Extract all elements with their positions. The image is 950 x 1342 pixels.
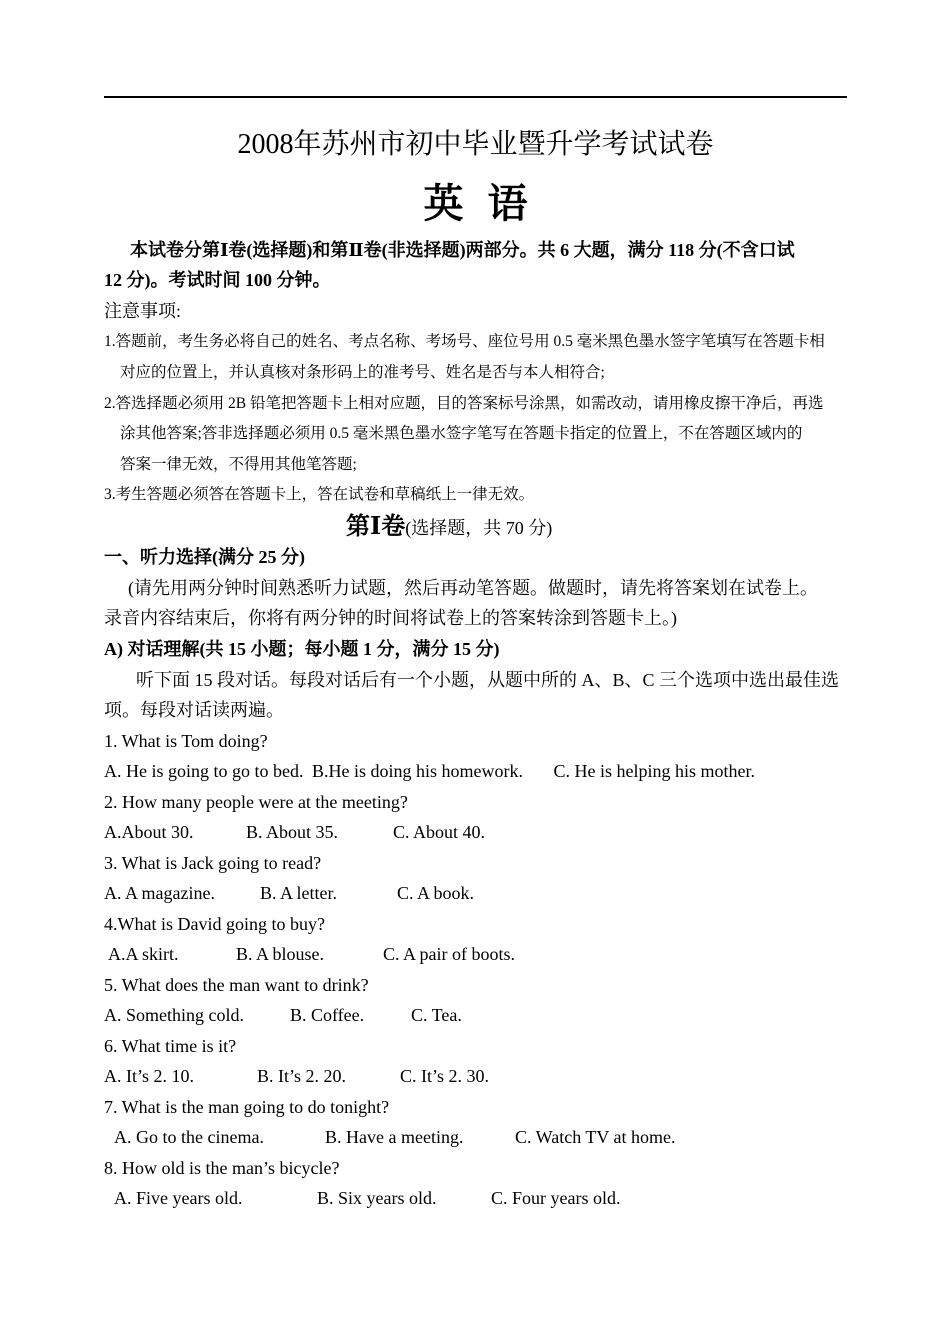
section1-instr-2: 录音内容结束后，你将有两分钟的时间将试卷上的答案转涂到答题卡上。) [104,608,677,628]
option-b: B. It’s 2. 20. [257,1066,347,1086]
section1-instr-1: (请先用两分钟时间熟悉听力试题，然后再动笔答题。做题时，请先将答案划在试卷上。 [128,578,818,598]
option-c: C. Watch TV at home. [515,1127,676,1147]
question-7: 7. What is the man going to do tonight? [104,1097,390,1117]
option-a: A. A magazine. [104,883,215,903]
question-8: 8. How old is the man’s bicycle? [104,1158,340,1178]
notes-heading: 注意事项: [104,301,182,321]
question-4: 4.What is David going to buy? [104,914,325,934]
option-c: C. Tea. [411,1005,462,1025]
part1-sub: (选择题，共 70 分) [405,518,553,538]
option-a: A. Go to the cinema. [114,1127,264,1147]
option-a: A. He is going to go to bed. [104,761,304,781]
subject-title: 英语 [423,181,552,226]
note-2a: 2.答选择题必须用 2B 铅笔把答题卡上相对应题，目的答案标号涂黑，如需改动，请用橡皮擦干净后，再选 [104,395,824,412]
option-b: B. About 35. [246,822,339,842]
options-2 [104,820,485,844]
option-c: C. He is helping his mother. [553,761,755,781]
option-a: A. Something cold. [104,1005,244,1025]
note-3: 3.考生答题必须答在答题卡上，答在试卷和草稿纸上一律无效。 [104,486,535,503]
question-2: 2. How many people were at the meeting? [104,792,408,812]
intro-line-2: 12 分)。考试时间 100 分钟。 [104,270,331,290]
option-b: B. Coffee. [290,1005,365,1025]
option-b: B. Have a meeting. [325,1127,464,1147]
note-2b: 涂其他答案;答非选择题必须用 0.5 毫米黑色墨水签字笔写在答题卡指定的位置上，不在答题区域内的 [120,425,803,442]
option-b: B. A letter. [260,883,338,903]
question-3: 3. What is Jack going to read? [104,853,322,873]
part1-heading [346,512,552,543]
option-c: C. It’s 2. 30. [400,1066,490,1086]
section1-heading: 一、听力选择(满分 25 分) [104,547,305,567]
question-6: 6. What time is it? [104,1036,237,1056]
exam-title: 2008年苏州市初中毕业暨升学考试试卷 [237,129,714,160]
option-b: B. A blouse. [236,944,325,964]
question-5: 5. What does the man want to drink? [104,975,369,995]
options-3 [104,881,474,905]
option-c: C. A pair of boots. [383,944,516,964]
note-1a: 1.答题前，考生务必将自己的姓名、考点名称、考场号、座位号用 0.5 毫米黑色墨水签字笔填写在答题卡相 [104,333,825,350]
top-rule [104,96,847,98]
intro-line-1: 本试卷分第Ⅰ卷(选择题)和第Ⅱ卷(非选择题)两部分。共 6 大题，满分 118 分(不含口试 [130,240,795,260]
option-b: B.He is doing his homework. [312,761,523,781]
option-a: A.A skirt. [108,944,179,964]
question-1: 1. What is Tom doing? [104,731,268,751]
option-a: A. It’s 2. 10. [104,1066,194,1086]
options-5 [104,1003,462,1027]
options-8 [114,1186,621,1210]
option-c: C. About 40. [393,822,486,842]
option-a: A.About 30. [104,822,194,842]
partA-heading: A) 对话理解(共 15 小题；每小题 1 分，满分 15 分) [104,639,500,659]
partA-instr-1: 听下面 15 段对话。每段对话后有一个小题，从题中所的 A、B、C 三个选项中选出最佳选 [136,670,840,690]
option-a: A. Five years old. [114,1188,243,1208]
option-c: C. Four years old. [491,1188,621,1208]
partA-instr-2: 项。每段对话读两遍。 [104,700,284,720]
note-1b: 对应的位置上，并认真核对条形码上的准考号、姓名是否与本人相符合; [120,364,605,381]
options-4 [108,942,515,966]
option-b: B. Six years old. [317,1188,437,1208]
note-2c: 答案一律无效，不得用其他笔答题; [120,456,357,473]
options-1 [104,759,755,783]
part1-label: 第Ⅰ卷 [346,514,406,540]
options-6 [104,1064,489,1088]
option-c: C. A book. [397,883,475,903]
options-7 [114,1125,676,1149]
